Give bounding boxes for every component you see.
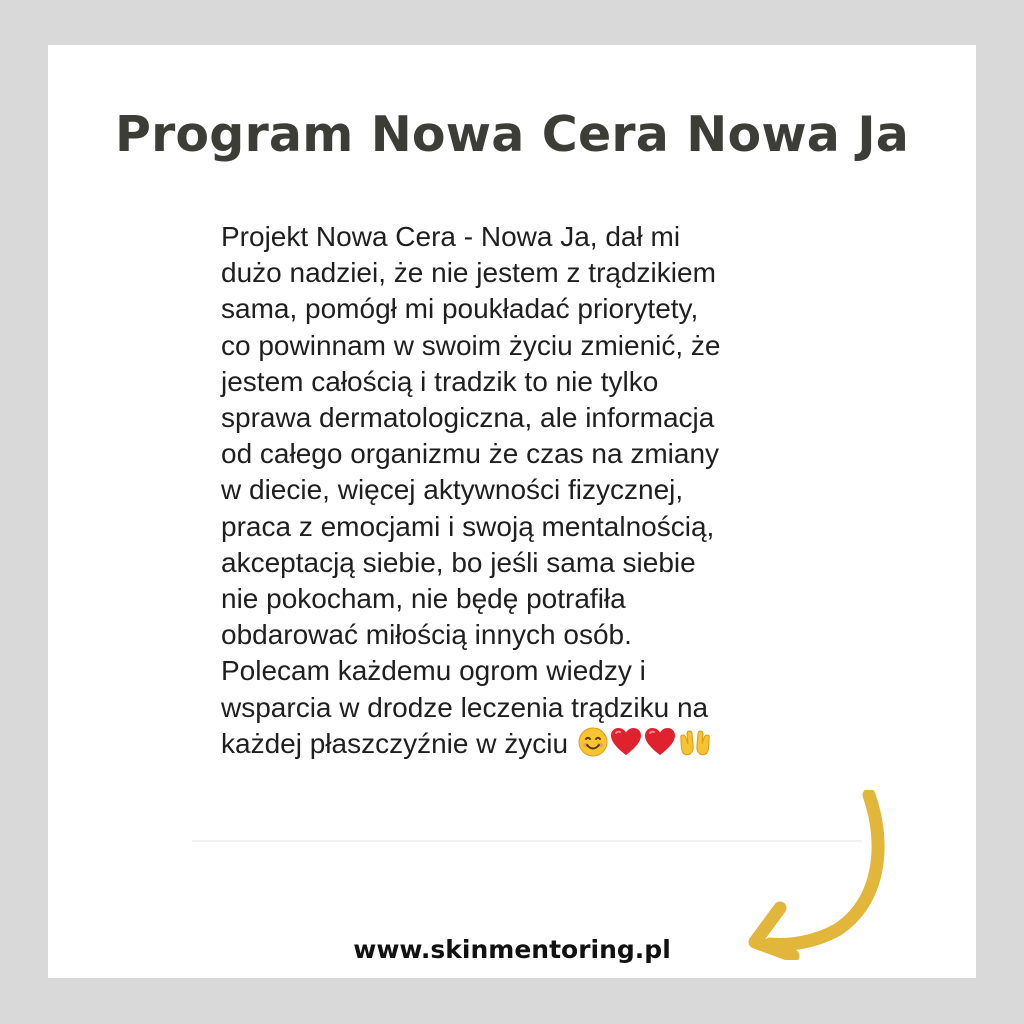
smiling-face-icon (578, 727, 608, 757)
testimonial-line: w diecie, więcej aktywności fizycznej, (221, 474, 684, 506)
testimonial-line: każdej płaszczyźnie w życiu (221, 727, 569, 759)
testimonial-last-line (221, 728, 712, 759)
testimonial-line: nie pokocham, nie będę potrafiła (221, 583, 626, 615)
testimonial-line: sprawa dermatologiczna, ale informacja (221, 402, 715, 434)
testimonial-line: od całego organizmu że czas na zmiany (221, 438, 720, 470)
testimonial-line: obdarować miłością innych osób. (221, 619, 632, 651)
testimonial-line: Projekt Nowa Cera - Nowa Ja, dał mi (221, 221, 681, 252)
testimonial-line: jestem całością i tradzik to nie tylko (221, 365, 659, 397)
testimonial-line: wsparcia w drodze leczenia trądziku na (221, 691, 709, 723)
page-title: Program Nowa Cera Nowa Ja (114, 106, 910, 163)
website-url (0, 932, 1024, 968)
testimonial-line: Polecam każdemu ogrom wiedzy i (221, 655, 646, 687)
testimonial-line: akceptacją siebie, bo jeśli sama siebie (221, 546, 696, 578)
website-url-text: www.skinmentoring.pl (353, 935, 671, 964)
testimonial-text (221, 219, 841, 762)
testimonial-line: co powinnam w swoim życiu zmienić, że (221, 329, 721, 361)
red-heart-icon (610, 727, 642, 757)
testimonial-line: praca z emocjami i swoją mentalnością, (221, 510, 715, 542)
testimonial-line: sama, pomógł mi poukładać priorytety, (221, 293, 699, 325)
open-hands-icon (678, 729, 712, 757)
red-heart-icon (644, 727, 676, 757)
testimonial-line: dużo nadziei, że nie jestem z trądzikiem (221, 257, 716, 289)
